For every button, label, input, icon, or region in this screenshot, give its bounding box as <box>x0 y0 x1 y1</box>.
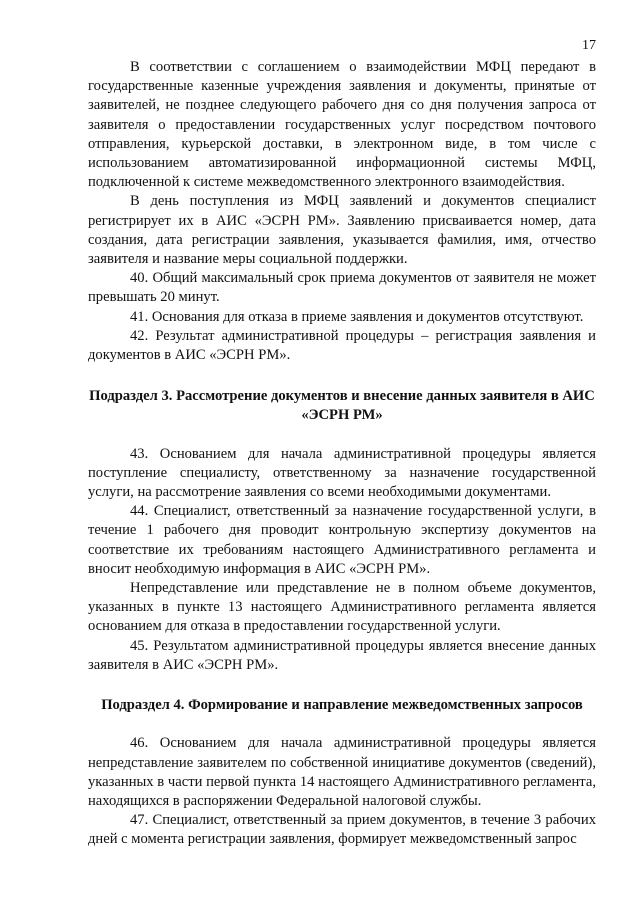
subsection-3-heading: Подраздел 3. Рассмотрение документов и внесение данных заявителя в АИС «ЭСРН РМ» <box>89 388 595 424</box>
paragraph-45: 45. Результатом административной процедуры является внесение данных заявителя в АИС «ЭСРН РМ». <box>88 637 596 673</box>
paragraph-41: 41. Основания для отказа в приеме заявления и документов отсутствуют. <box>130 308 584 325</box>
paragraph-42: 42. Результат административной процедуры – регистрация заявления и документов в АИС «ЭСРН РМ». <box>88 327 596 364</box>
paragraph-mfc-transfer: В соответствии с соглашением о взаимодействии МФЦ передают в государственные казенные учреждения заявления и документы, принятые от заявителей, не позднее следующего рабочего дня со дня получения запроса от заявителя о предоставлении государственных услуг посредством почтового отправления, курьерской доставки, в электронном виде, в том числе с использованием автоматизированной информационной системы МФЦ, подключенной к системе межведомственного электронного взаимодействия. <box>88 59 596 191</box>
document-body <box>88 58 596 849</box>
page-number: 17 <box>582 38 596 53</box>
paragraph-non-submission: Непредставление или представление не в полном объеме документов, указанных в пункте 13 настоящего Административного регламента является основанием для отказа в предоставлении государственной услуги. <box>88 580 596 635</box>
paragraph-40: 40. Общий максимальный срок приема документов от заявителя не может превышать 20 минут. <box>88 270 596 306</box>
subsection-4-heading: Подраздел 4. Формирование и направление межведомственных запросов <box>101 697 583 714</box>
paragraph-44: 44. Специалист, ответственный за назначение государственной услуги, в течение 1 рабочего дня проводит контрольную экспертизу документов на соответствие их требованиям настоящего Административного регламента и вносит необходимую информация в АИС «ЭСРН РМ». <box>88 503 596 577</box>
paragraph-43: 43. Основанием для начала административной процедуры является поступление специалисту, ответственному за назначение государственной услуги, на рассмотрение заявления со всеми необходимыми документами. <box>88 445 596 501</box>
paragraph-46: 46. Основанием для начала административной процедуры является непредставление заявителем по собственной инициативе документов (сведений), указанных в части первой пункта 14 настоящего Административного регламента, находящихся в распоряжении Федеральной налоговой службы. <box>88 735 596 809</box>
paragraph-47: 47. Специалист, ответственный за прием документов, в течение 3 рабочих дней с момента регистрации заявления, формирует межведомственный запрос <box>88 812 596 848</box>
paragraph-registration: В день поступления из МФЦ заявлений и документов специалист регистрирует их в АИС «ЭСРН РМ». Заявлению присваивается номер, дата создания, дата регистрации заявления, указывается фамилия, имя, отчество заявителя и название меры социальной поддержки. <box>88 193 596 268</box>
